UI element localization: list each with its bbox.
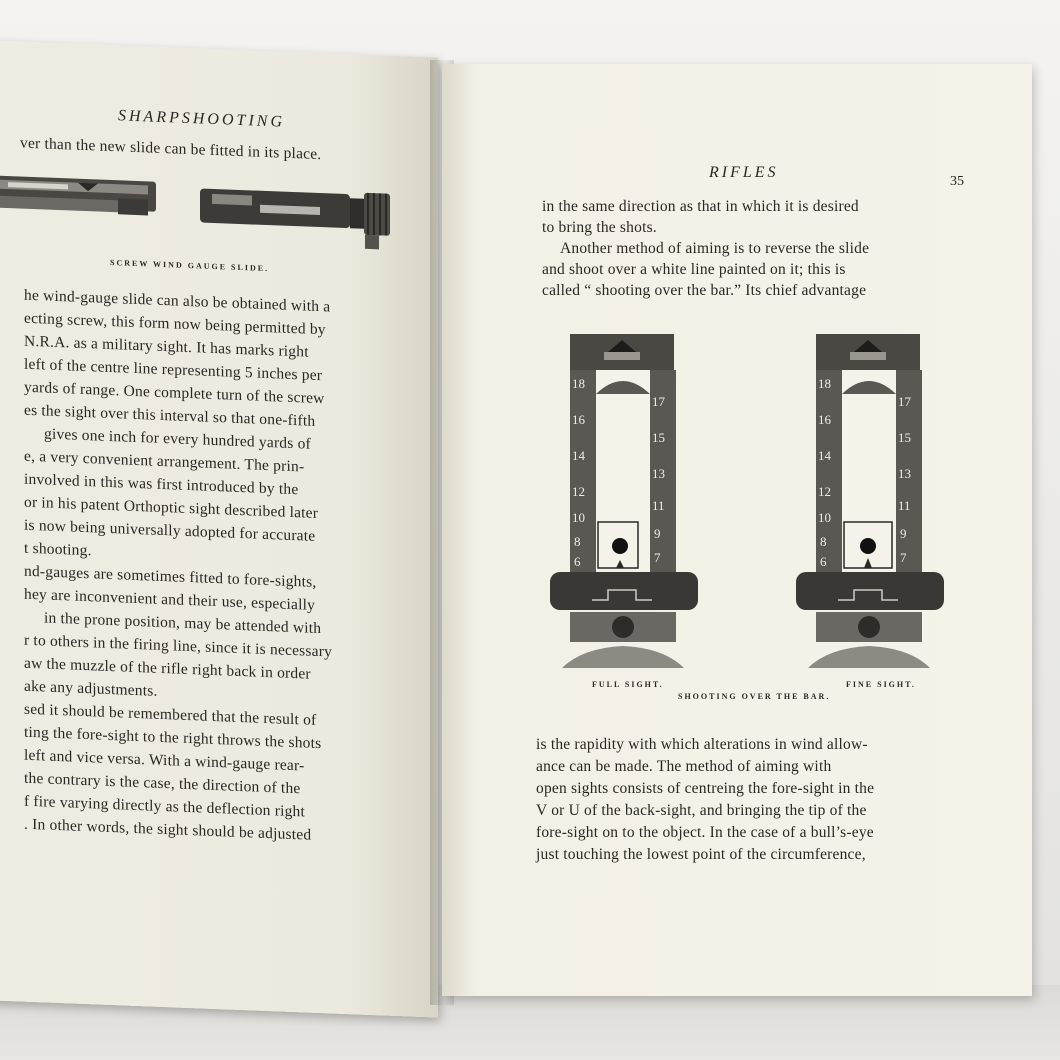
left-running-head: SHARPSHOOTING — [118, 107, 285, 131]
scale-mark-left: 14 — [818, 448, 831, 463]
right-running-head: RIFLES — [709, 164, 779, 181]
left-line-22: the contrary is the case, the direction of the — [24, 769, 301, 798]
right-line-top-1: to bring the shots. — [542, 219, 657, 236]
left-line-23: f fire varying directly as the deflection right — [24, 792, 305, 821]
fine-sight-caption: FINE SIGHT. — [846, 680, 916, 689]
right-line-bottom-4: fore-sight on to the object. In the case of a bull’s-eye — [536, 824, 874, 841]
left-line-3: N.R.A. as a military sight. It has marks right — [24, 332, 309, 361]
scale-mark-left: 14 — [572, 448, 585, 463]
scale-mark-right: 15 — [652, 430, 665, 445]
page-number: 35 — [950, 174, 964, 189]
left-line-19: sed it should be remembered that the result of — [24, 700, 317, 729]
left-line-2: ecting screw, this form now being permitted by — [24, 309, 326, 339]
left-page — [0, 40, 438, 1018]
scale-mark-right: 17 — [898, 394, 911, 409]
left-line-21: left and vice versa. With a wind-gauge rear- — [24, 746, 305, 775]
scale-mark-left: 6 — [574, 554, 581, 569]
scale-mark-left: 16 — [818, 412, 831, 427]
scale-mark-right: 13 — [652, 466, 665, 481]
left-line-14: hey are inconvenient and their use, especially — [24, 585, 316, 614]
left-line-6: es the sight over this interval so that one-fifth — [24, 401, 316, 430]
scale-mark-right: 7 — [900, 550, 907, 565]
right-line-bottom-5: just touching the lowest point of the circumference, — [536, 846, 866, 863]
scale-mark-left: 8 — [574, 534, 581, 549]
right-line-bottom-0: is the rapidity with which alterations in wind allow- — [536, 736, 868, 753]
left-line-8: e, a very convenient arrangement. The prin- — [24, 447, 305, 476]
left-line-12: t shooting. — [24, 539, 92, 560]
left-line-10: or in his patent Orthoptic sight described later — [24, 493, 319, 522]
scale-mark-left: 18 — [572, 376, 585, 391]
scale-mark-left: 8 — [820, 534, 827, 549]
scale-mark-right: 7 — [654, 550, 661, 565]
scale-mark-left: 12 — [572, 484, 585, 499]
scale-mark-left: 10 — [818, 510, 831, 525]
left-line-24: . In other words, the sight should be adjusted — [24, 815, 312, 844]
right-line-top-4: called “ shooting over the bar.” Its chief advantage — [542, 282, 867, 299]
left-line-9: involved in this was first introduced by the — [24, 470, 299, 499]
full-sight-illustration — [542, 330, 702, 670]
scale-mark-left: 10 — [572, 510, 585, 525]
left-line-15: in the prone position, may be attended with — [44, 609, 322, 638]
left-figure-caption: SCREW WIND GAUGE SLIDE. — [110, 257, 270, 274]
scale-mark-right: 11 — [898, 498, 911, 513]
right-line-bottom-2: open sights consists of centreing the fore-sight in the — [536, 780, 875, 797]
left-line-18: ake any adjustments. — [24, 677, 158, 700]
wind-gauge-slide-illustration-left — [0, 165, 163, 228]
right-line-bottom-1: ance can be made. The method of aiming with — [536, 758, 832, 775]
right-line-top-3: and shoot over a white line painted on it; this is — [542, 261, 846, 278]
left-line-11: is now being universally adopted for accurate — [24, 516, 316, 545]
scale-mark-right: 15 — [898, 430, 911, 445]
wind-gauge-slide-illustration-right — [200, 180, 400, 258]
right-line-bottom-3: V or U of the back-sight, and bringing the tip of the — [536, 802, 867, 819]
left-line-7: gives one inch for every hundred yards of — [44, 425, 311, 453]
full-sight-caption: FULL SIGHT. — [592, 680, 664, 689]
left-line-1: he wind-gauge slide can also be obtained with a — [24, 286, 331, 316]
scale-mark-left: 12 — [818, 484, 831, 499]
left-line-13: nd-gauges are sometimes fitted to fore-sights, — [24, 562, 317, 591]
left-line-16: r to others in the firing line, since it is necessary — [24, 631, 333, 661]
scale-mark-right: 11 — [652, 498, 665, 513]
right-page — [442, 64, 1032, 996]
left-line-5: yards of range. One complete turn of the screw — [24, 378, 325, 408]
scale-mark-right: 17 — [652, 394, 665, 409]
scale-mark-right: 9 — [900, 526, 907, 541]
fine-sight-illustration — [788, 330, 948, 670]
left-line-17: aw the muzzle of the rifle right back in order — [24, 654, 311, 683]
scale-mark-left: 6 — [820, 554, 827, 569]
right-line-top-2: Another method of aiming is to reverse the slide — [560, 240, 870, 257]
left-line-4: left of the centre line representing 5 inches per — [24, 355, 323, 385]
scale-mark-right: 13 — [898, 466, 911, 481]
shooting-over-bar-caption: SHOOTING OVER THE BAR. — [678, 692, 831, 701]
scale-mark-left: 18 — [818, 376, 831, 391]
scale-mark-right: 9 — [654, 526, 661, 541]
left-line-0: ver than the new slide can be fitted in its place. — [20, 134, 322, 164]
scale-mark-left: 16 — [572, 412, 585, 427]
right-line-top-0: in the same direction as that in which it is desired — [542, 198, 859, 215]
left-line-20: ting the fore-sight to the right throws the shots — [24, 723, 322, 753]
